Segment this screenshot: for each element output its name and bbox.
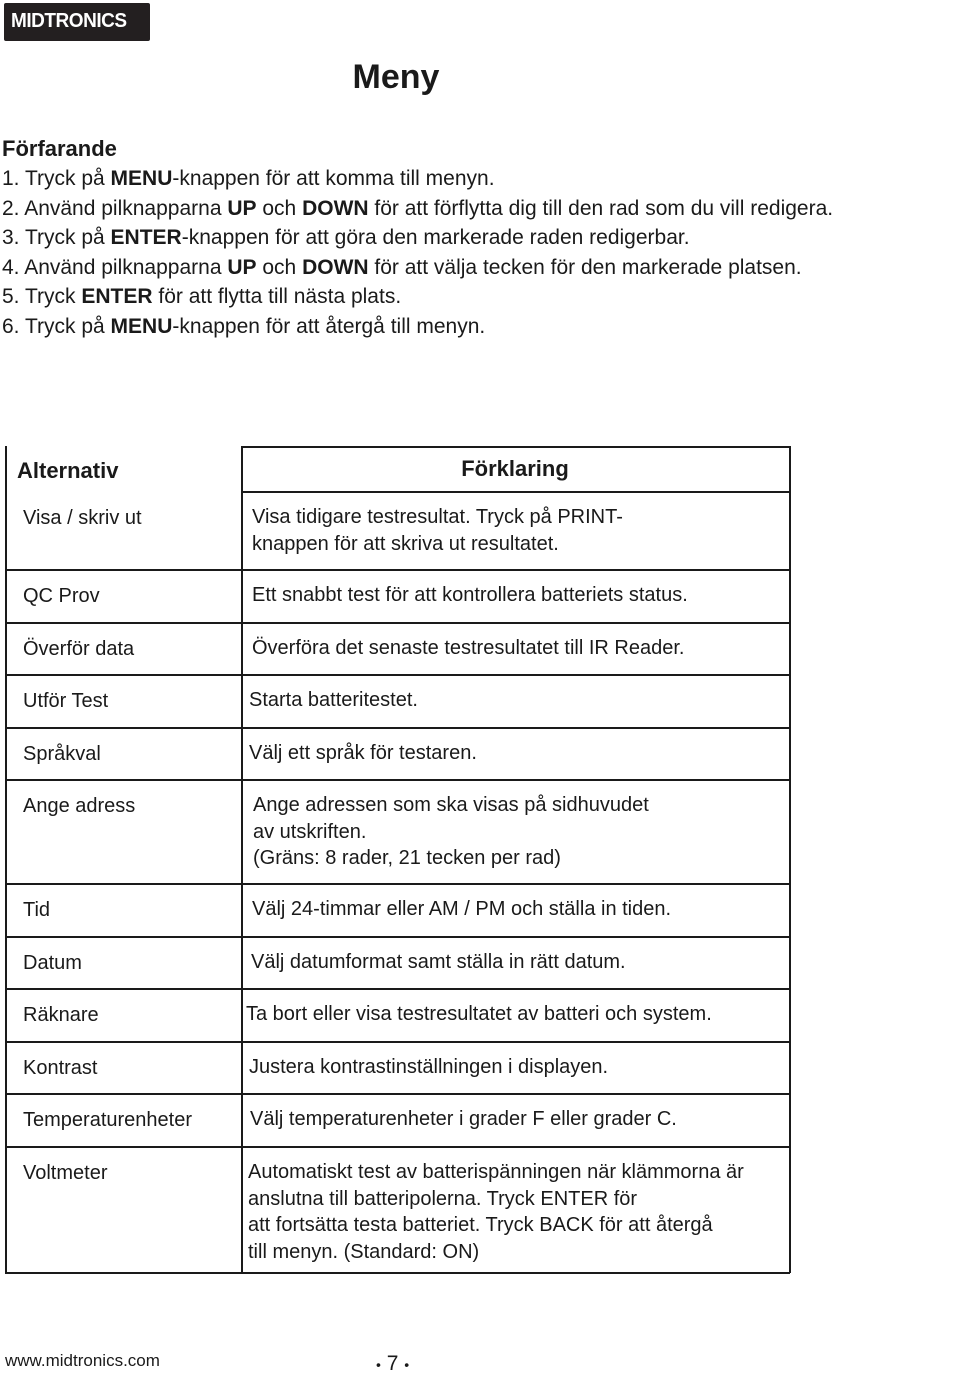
explanation-cell bbox=[248, 1159, 744, 1265]
table-row-divider bbox=[5, 936, 790, 938]
option-cell: Överför data bbox=[23, 638, 135, 660]
explanation-cell bbox=[249, 687, 418, 714]
option-cell: Datum bbox=[23, 952, 82, 974]
explanation-line: Automatiskt test av batterispänningen när klämmorna är bbox=[248, 1161, 744, 1183]
explanation-line: Välj datumformat samt ställa in rätt datum. bbox=[251, 951, 626, 973]
explanation-line: Välj 24-timmar eller AM / PM och ställa in tiden. bbox=[252, 898, 672, 920]
procedure-step bbox=[2, 282, 833, 312]
procedure-step bbox=[2, 253, 833, 283]
footer-url: www.midtronics.com bbox=[5, 1351, 160, 1370]
step-text: för att flytta till nästa plats. bbox=[152, 285, 402, 308]
page-number bbox=[376, 1352, 409, 1376]
menu-options-table bbox=[5, 446, 790, 1273]
explanation-line: Starta batteritestet. bbox=[249, 689, 418, 711]
procedure-step bbox=[2, 164, 833, 194]
column-header-option: Alternativ bbox=[17, 458, 119, 483]
table-row-divider bbox=[5, 988, 790, 990]
table-row-divider bbox=[5, 727, 790, 729]
option-cell: QC Prov bbox=[23, 585, 100, 607]
explanation-line: av utskriften. bbox=[253, 820, 367, 843]
explanation-cell bbox=[252, 504, 623, 557]
explanation-line: Ta bort eller visa testresultatet av batteri och system. bbox=[246, 1003, 712, 1025]
explanation-cell bbox=[250, 1106, 677, 1133]
option-cell: Kontrast bbox=[23, 1057, 98, 1079]
explanation-line: (Gräns: 8 rader, 21 tecken per rad) bbox=[253, 847, 561, 869]
explanation-line: Välj ett språk för testaren. bbox=[249, 742, 477, 764]
explanation-cell bbox=[251, 949, 626, 976]
step-text: 4. Använd pilknapparna bbox=[2, 255, 228, 279]
step-text: för att förflytta dig till den rad som du vill redigera. bbox=[368, 196, 834, 220]
step-keyword: MENU bbox=[110, 314, 173, 338]
table-row-divider bbox=[5, 674, 790, 676]
explanation-cell bbox=[253, 792, 649, 872]
table-row-divider bbox=[5, 883, 790, 885]
step-keyword: ENTER bbox=[110, 226, 182, 249]
step-text: -knappen för att återgå till menyn. bbox=[172, 314, 486, 338]
step-text: 3. Tryck på bbox=[2, 226, 111, 249]
step-text: och bbox=[256, 255, 303, 279]
option-cell: Voltmeter bbox=[23, 1162, 108, 1184]
logo-text: MIDTRONICS bbox=[11, 10, 127, 32]
explanation-line: till menyn. (Standard: ON) bbox=[248, 1240, 480, 1263]
explanation-line: Välj temperaturenheter i grader F eller grader C. bbox=[250, 1108, 677, 1130]
explanation-line: att fortsätta testa batteriet. Tryck BACK för att återgå bbox=[248, 1214, 713, 1236]
table-border-top bbox=[241, 446, 790, 448]
step-text: -knappen för att göra den markerade raden redigerbar. bbox=[181, 226, 690, 249]
page-title: Meny bbox=[352, 58, 440, 96]
step-text: 6. Tryck på bbox=[2, 314, 111, 338]
bullet-right-icon: • bbox=[404, 1356, 410, 1373]
explanation-line: Överföra det senaste testresultatet till IR Reader. bbox=[252, 637, 685, 659]
table-row-divider bbox=[5, 1041, 790, 1043]
explanation-cell bbox=[252, 582, 688, 609]
explanation-line: Justera kontrastinställningen i displayen. bbox=[249, 1056, 609, 1078]
explanation-line: Ange adressen som ska visas på sidhuvudet bbox=[253, 794, 649, 816]
option-cell: Ange adress bbox=[23, 795, 136, 817]
procedure-step bbox=[2, 194, 833, 224]
table-row-divider bbox=[5, 622, 790, 624]
option-cell: Utför Test bbox=[23, 690, 109, 712]
table-header-divider bbox=[241, 491, 790, 493]
explanation-cell bbox=[249, 1054, 608, 1081]
explanation-line: Visa tidigare testresultat. Tryck på PRINT- bbox=[252, 506, 623, 528]
option-cell: Visa / skriv ut bbox=[23, 507, 142, 529]
step-text: -knappen för att komma till menyn. bbox=[172, 167, 495, 190]
bullet-left-icon: • bbox=[376, 1356, 381, 1373]
step-text: och bbox=[256, 196, 303, 220]
table-row-divider bbox=[5, 779, 790, 781]
option-cell: Räknare bbox=[23, 1004, 99, 1026]
explanation-cell bbox=[246, 1001, 712, 1028]
page-number-value: 7 bbox=[386, 1352, 399, 1375]
procedure-step bbox=[2, 312, 833, 342]
explanation-line: knappen för att skriva ut resultatet. bbox=[252, 532, 559, 555]
column-header-explanation: Förklaring bbox=[461, 456, 569, 481]
table-row-divider bbox=[5, 569, 790, 571]
explanation-cell bbox=[249, 740, 477, 767]
procedure-heading: Förfarande bbox=[2, 136, 117, 161]
step-text: 2. Använd pilknapparna bbox=[2, 196, 228, 220]
midtronics-logo bbox=[4, 3, 150, 41]
option-cell: Tid bbox=[23, 899, 51, 921]
step-keyword: DOWN bbox=[302, 255, 369, 279]
explanation-cell bbox=[252, 635, 684, 662]
table-border-bottom bbox=[5, 1272, 790, 1274]
step-keyword: ENTER bbox=[81, 285, 153, 308]
table-row-divider bbox=[5, 1146, 790, 1148]
step-keyword: DOWN bbox=[302, 196, 369, 220]
step-text: 5. Tryck bbox=[2, 285, 82, 308]
step-text: för att välja tecken för den markerade platsen. bbox=[368, 255, 802, 279]
step-keyword: UP bbox=[227, 255, 257, 279]
explanation-line: Ett snabbt test för att kontrollera batteriets status. bbox=[252, 584, 688, 606]
step-keyword: MENU bbox=[110, 167, 173, 190]
option-cell: Språkval bbox=[23, 743, 101, 765]
table-row-divider bbox=[5, 1093, 790, 1095]
explanation-cell bbox=[252, 896, 671, 923]
procedure-step bbox=[2, 223, 833, 253]
procedure-steps bbox=[2, 164, 833, 341]
step-keyword: UP bbox=[227, 196, 257, 220]
option-cell: Temperaturenheter bbox=[23, 1109, 192, 1131]
step-text: 1. Tryck på bbox=[2, 167, 111, 190]
explanation-line: anslutna till batteripolerna. Tryck ENTER för bbox=[248, 1187, 638, 1210]
